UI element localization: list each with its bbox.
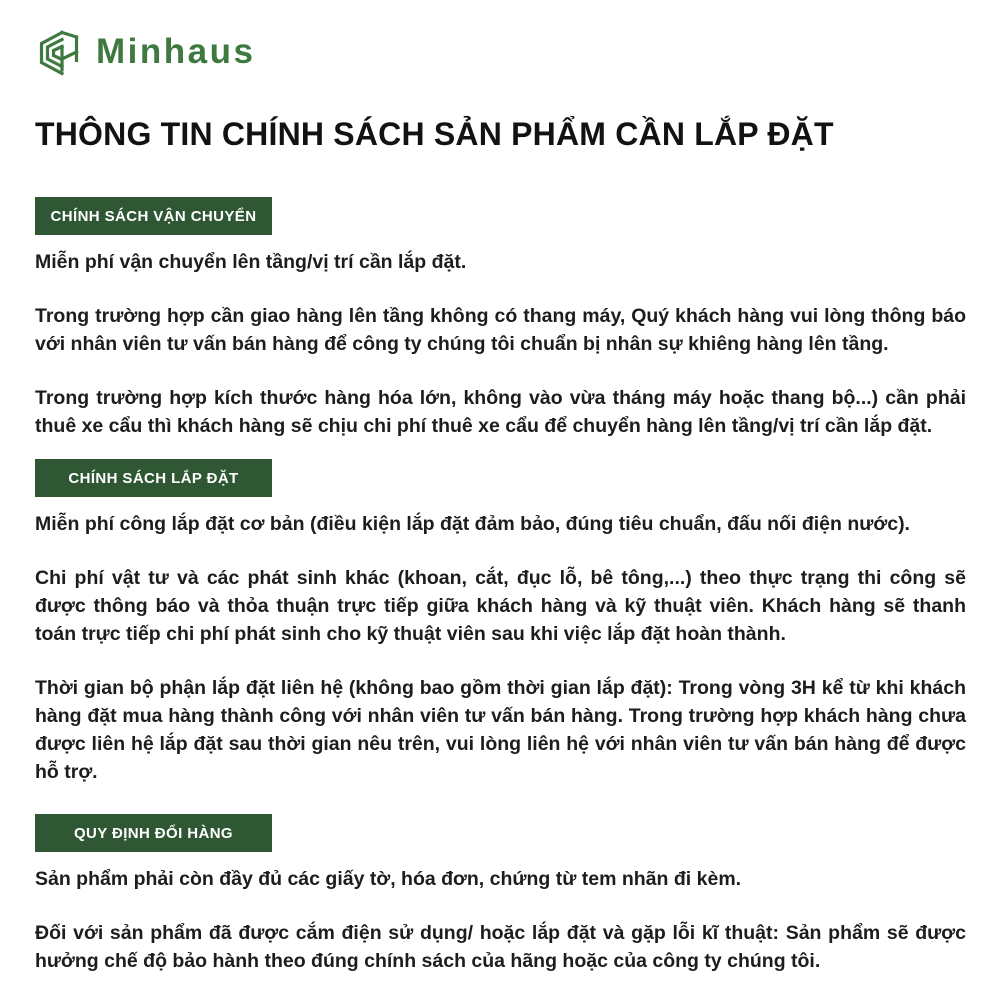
shipping-policy-paragraph: Trong trường hợp cần giao hàng lên tầng không có thang máy, Quý khách hàng vui lòng thông báo với nhân viên tư vấn bán hàng để công ty chúng tôi chuẩn bị nhân sự khiêng hàng lên tầng. bbox=[35, 305, 966, 355]
brand-wordmark: Minhaus bbox=[96, 31, 256, 71]
section-shipping-policy bbox=[35, 197, 966, 440]
installation-policy-badge: CHÍNH SÁCH LẮP ĐẶT bbox=[35, 459, 272, 497]
installation-policy-paragraph: Thời gian bộ phận lắp đặt liên hệ (không bao gồm thời gian lắp đặt): Trong vòng 3H kể từ khi khách hàng đặt mua hàng thành công với nhân viên tư vấn bán hàng. Trong trường hợp khách hàng chưa được liên hệ lắp đặt sau thời gian nêu trên, vui lòng liên hệ với nhân viên tư vấn bán hàng để được hỗ trợ. bbox=[35, 677, 966, 783]
brand-logo bbox=[35, 28, 966, 78]
exchange-rules-paragraph: Đối với sản phẩm đã được cắm điện sử dụng/ hoặc lắp đặt và gặp lỗi kĩ thuật: Sản phẩm sẽ được hưởng chế độ bảo hành theo đúng chính sách của hãng hoặc của công ty chúng tôi. bbox=[35, 922, 966, 972]
installation-policy-paragraph: Chi phí vật tư và các phát sinh khác (khoan, cắt, đục lỗ, bê tông,...) theo thực trạng thi công sẽ được thông báo và thỏa thuận trực tiếp giữa khách hàng và kỹ thuật viên. Khách hàng sẽ thanh toán trực tiếp chi phí phát sinh cho kỹ thuật viên sau khi việc lắp đặt hoàn thành. bbox=[35, 567, 966, 645]
shipping-policy-badge: CHÍNH SÁCH VẬN CHUYỂN bbox=[35, 197, 272, 235]
minhaus-logo-icon bbox=[35, 29, 83, 77]
exchange-rules-badge: QUY ĐỊNH ĐỔI HÀNG bbox=[35, 814, 272, 852]
exchange-rules-paragraph: Sản phẩm phải còn đầy đủ các giấy tờ, hóa đơn, chứng từ tem nhãn đi kèm. bbox=[35, 868, 742, 890]
shipping-policy-paragraph: Trong trường hợp kích thước hàng hóa lớn, không vào vừa tháng máy hoặc thang bộ...) cần phải thuê xe cẩu thì khách hàng sẽ chịu chi phí thuê xe cẩu để chuyển hàng lên tầng/vị trí cần lắp đặt. bbox=[35, 387, 966, 437]
installation-policy-paragraph: Miễn phí công lắp đặt cơ bản (điều kiện lắp đặt đảm bảo, đúng tiêu chuẩn, đấu nối điện nước). bbox=[35, 513, 910, 535]
shipping-policy-paragraph: Miễn phí vận chuyển lên tầng/vị trí cần lắp đặt. bbox=[35, 251, 467, 273]
section-installation-policy bbox=[35, 459, 966, 786]
page-title: THÔNG TIN CHÍNH SÁCH SẢN PHẨM CẦN LẮP ĐẶT bbox=[35, 116, 834, 152]
section-exchange-rules bbox=[35, 814, 966, 975]
